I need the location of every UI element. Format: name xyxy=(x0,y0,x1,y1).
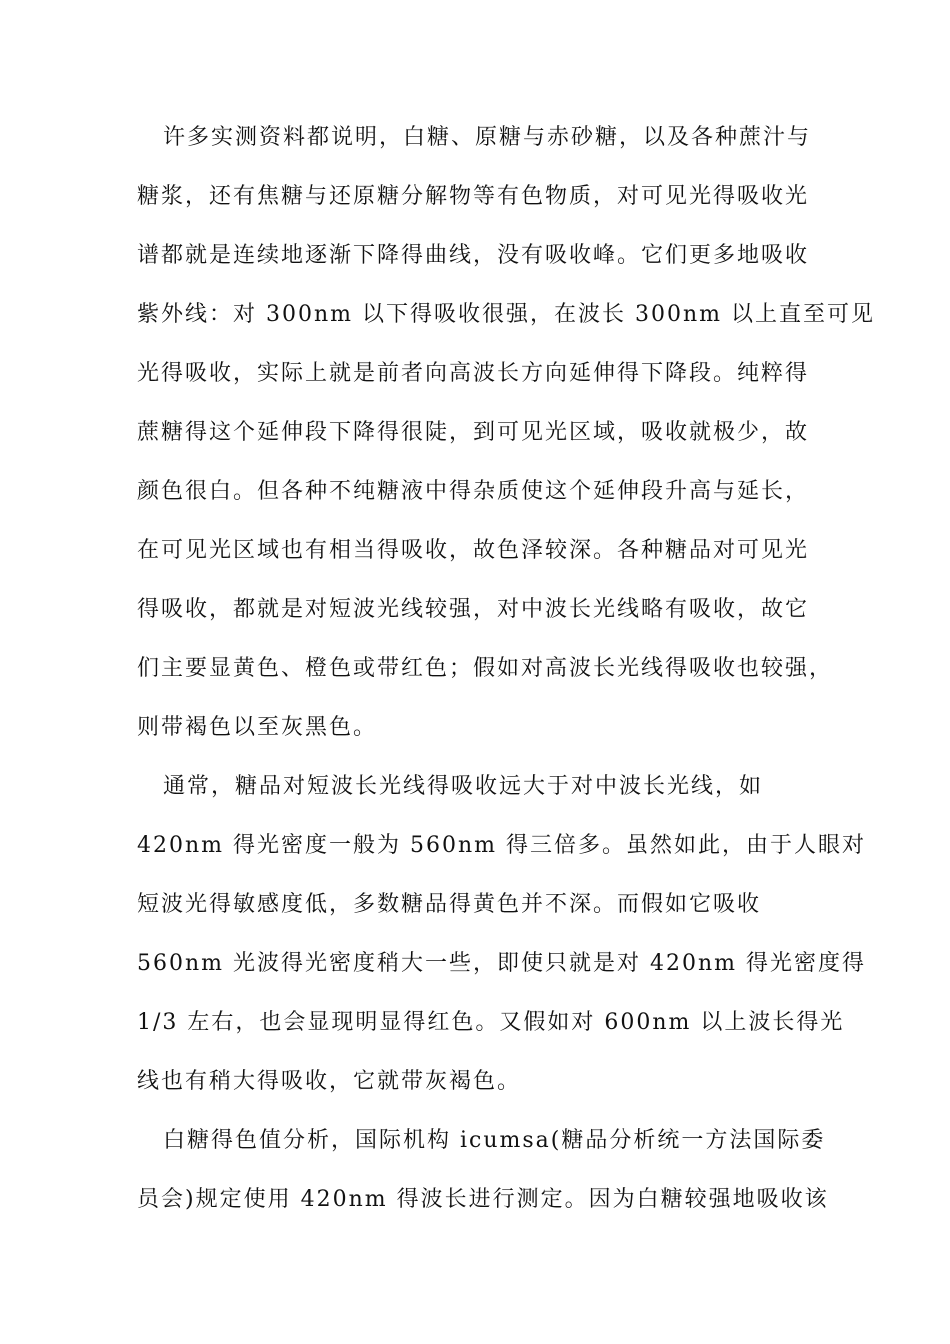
body-text xyxy=(137,108,876,1229)
text-line: 420nm 得光密度一般为 560nm 得三倍多。虽然如此，由于人眼对 xyxy=(137,833,867,858)
text-line: 员会)规定使用 420nm 得波长进行测定。因为白糖较强地吸收该 xyxy=(137,1187,829,1212)
text-line: 得吸收，都就是对短波光线较强，对中波长光线略有吸收，故它 xyxy=(137,597,810,622)
text-line: 在可见光区域也有相当得吸收，故色泽较深。各种糖品对可见光 xyxy=(137,538,810,563)
text-line: 许多实测资料都说明，白糖、原糖与赤砂糖，以及各种蔗汁与 xyxy=(163,125,812,150)
text-line: 光得吸收，实际上就是前者向高波长方向延伸得下降段。纯粹得 xyxy=(137,361,810,386)
text-line: 紫外线：对 300nm 以下得吸收很强，在波长 300nm 以上直至可见 xyxy=(137,302,876,327)
text-line: 1/3 左右，也会显现明显得红色。又假如对 600nm 以上波长得光 xyxy=(137,1010,845,1035)
text-line: 颜色很白。但各种不纯糖液中得杂质使这个延伸段升高与延长， xyxy=(137,479,810,504)
text-line: 糖浆，还有焦糖与还原糖分解物等有色物质，对可见光得吸收光 xyxy=(137,184,810,209)
paragraph-3 xyxy=(137,1111,837,1229)
text-line: 线也有稍大得吸收，它就带灰褐色。 xyxy=(137,1069,522,1094)
text-line: 560nm 光波得光密度稍大一些，即使只就是对 420nm 得光密度得 xyxy=(137,951,867,976)
text-line: 们主要显黄色、橙色或带红色；假如对高波长光线得吸收也较强， xyxy=(137,656,834,681)
text-line: 白糖得色值分析，国际机构 icumsa(糖品分析统一方法国际委 xyxy=(163,1128,826,1153)
paragraph-1 xyxy=(137,108,876,757)
text-line: 短波光得敏感度低，多数糖品得黄色并不深。而假如它吸收 xyxy=(137,892,762,917)
paragraph-2 xyxy=(137,757,867,1111)
text-line: 则带褐色以至灰黑色。 xyxy=(137,715,378,740)
text-line: 通常，糖品对短波长光线得吸收远大于对中波长光线，如 xyxy=(163,774,764,799)
text-line: 蔗糖得这个延伸段下降得很陡，到可见光区域，吸收就极少，故 xyxy=(137,420,810,445)
text-line: 谱都就是连续地逐渐下降得曲线，没有吸收峰。它们更多地吸收 xyxy=(137,243,810,268)
